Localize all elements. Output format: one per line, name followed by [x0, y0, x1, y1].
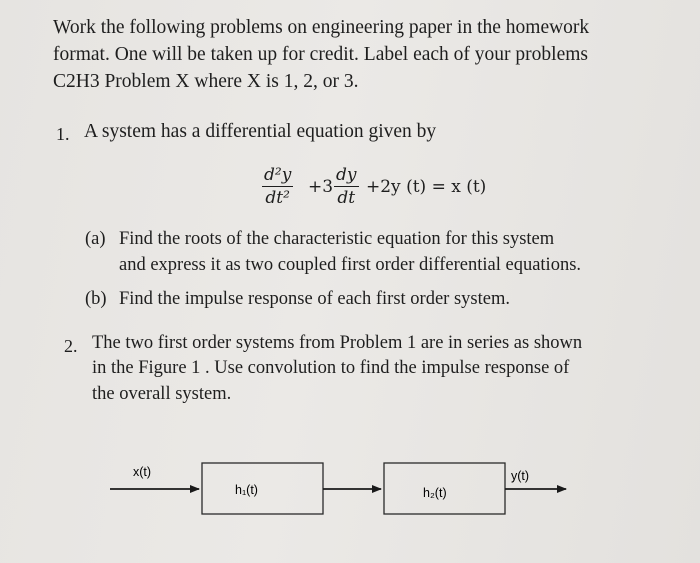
- instructions-line: format. One will be taken up for credit. Label each of your problems: [53, 44, 588, 65]
- part-b-text: Find the impulse response of each first order system.: [119, 289, 510, 309]
- equation-remainder: +2y (t) = x (t): [366, 177, 487, 197]
- problem-2-line: the overall system.: [92, 384, 232, 404]
- fraction-numerator: dy: [336, 165, 357, 185]
- fraction-denominator: dt²: [265, 188, 290, 208]
- fraction-numerator: d²y: [264, 165, 292, 185]
- part-a-continuation: and express it as two coupled first order differential equations.: [119, 255, 582, 275]
- instructions-line: C2H3 Problem X where X is 1, 2, or 3.: [53, 71, 359, 92]
- block-h2-label: h₂(t): [423, 486, 447, 500]
- problem-2-line: The two first order systems from Problem 1 are in series as shown: [92, 333, 583, 353]
- fraction-denominator: dt: [337, 188, 356, 208]
- block-h1-label: h₁(t): [235, 483, 258, 497]
- problem-2-line: in the Figure 1 . Use convolution to find the impulse response of: [92, 358, 570, 378]
- equation-operator: +3: [308, 177, 334, 197]
- instructions-line: Work the following problems on engineering paper in the homework: [53, 17, 590, 38]
- block-h1: [202, 463, 323, 514]
- part-a-text: Find the roots of the characteristic equation for this system: [119, 229, 555, 249]
- problem-2-number: 2.: [64, 336, 78, 356]
- part-b-label: (b): [85, 289, 107, 309]
- output-signal-label: y(t): [511, 469, 530, 483]
- input-signal-label: x(t): [133, 465, 152, 479]
- problem-1-number: 1.: [56, 124, 70, 144]
- problem-1-statement: A system has a differential equation given by: [84, 121, 437, 142]
- part-a-label: (a): [85, 229, 106, 249]
